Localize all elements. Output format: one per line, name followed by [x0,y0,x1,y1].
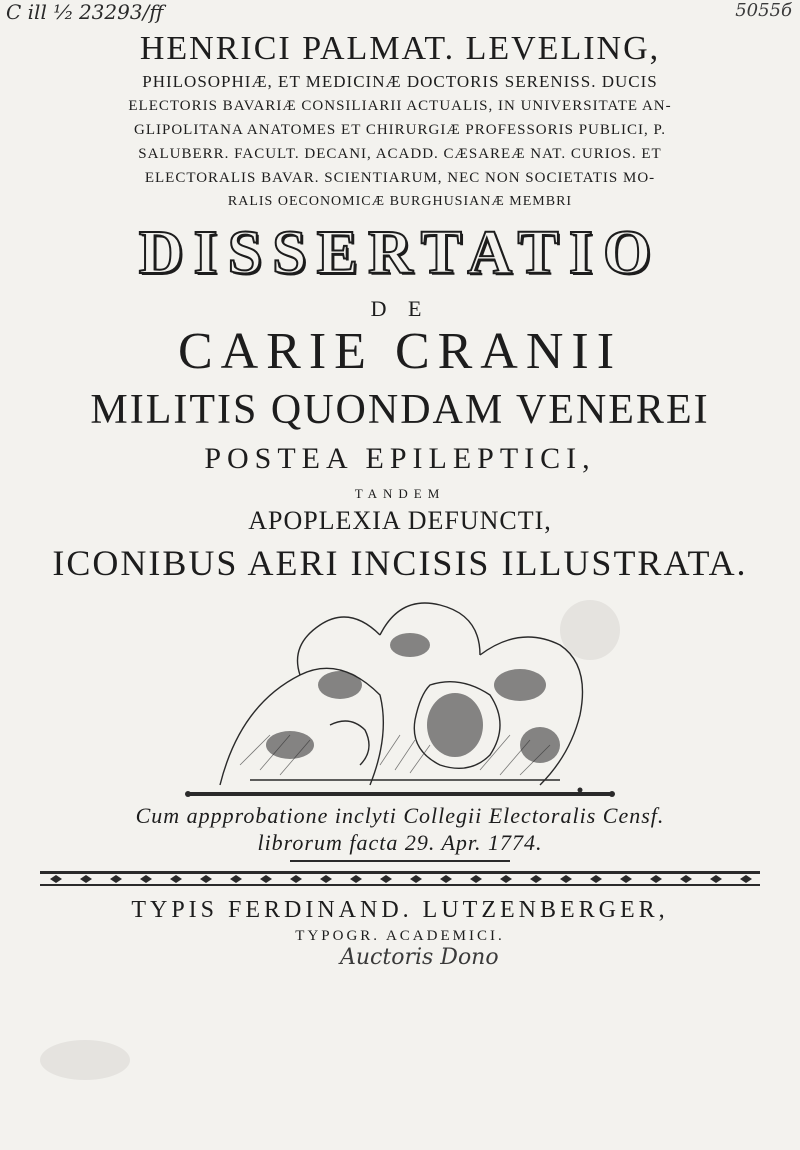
ornamental-rule [180,790,620,798]
subject-line-1: CARIE CRANII [177,323,623,380]
credential-line-3: GLIPOLITANA ANATOMES ET CHIRURGIÆ PROFESSORIS PUBLICI, P. [134,122,666,138]
credential-line-1: PHILOSOPHIÆ, ET MEDICINÆ DOCTORIS SERENISS. DUCIS [142,72,658,91]
subject-line-3: POSTEA EPILEPTICI, [204,442,596,475]
shelfmark-left: C ill ⅟₂ 23293/ff [6,0,164,24]
credential-line-5: ELECTORALIS BAVAR. SCIENTIARUM, NEC NON SOCIETATIS MO- [144,170,656,186]
printer-line: TYPIS FERDINAND. LUTZENBERGER, [131,897,669,923]
ornamental-border [40,870,760,888]
vignette-illustration [180,585,620,795]
paper-stain [560,600,620,660]
credential-line-4: SALUBERR. FACULT. DECANI, ACADD. CÆSAREÆ NAT. CURIOS. ET [138,146,662,162]
printer-title-line: TYPOGR. ACADEMICI. [295,928,505,944]
author-line: HENRICI PALMAT. LEVELING, [139,30,661,67]
short-rule [150,858,650,864]
handwritten-inscription: Auctoris Dono [340,945,499,970]
subject-line-4: APOPLEXIA DEFUNCTI, [248,506,552,535]
dissertation-title: DISSERTATIO [138,219,662,287]
subject-line-5: ICONIBUS AERI INCISIS ILLUSTRATA. [52,543,748,583]
de-line: D E [370,296,430,321]
approbation-line-1: Cum appprobatione inclyti Collegii Electoralis Censf. [135,803,665,828]
credential-line-2: ELECTORIS BAVARIÆ CONSILIARII ACTUALIS, IN UNIVERSITATE AN- [128,98,672,114]
tandem-line: TANDEM [354,486,446,501]
credential-line-6: RALIS OECONOMICÆ BURGHUSIANÆ MEMBRI [227,194,573,209]
subject-line-2: MILITIS QUONDAM VENEREI [90,387,710,433]
approbation-line-2: librorum facta 29. Apr. 1774. [257,830,543,855]
shelfmark-right: 5055б [735,0,792,21]
paper-stain [40,1040,130,1080]
